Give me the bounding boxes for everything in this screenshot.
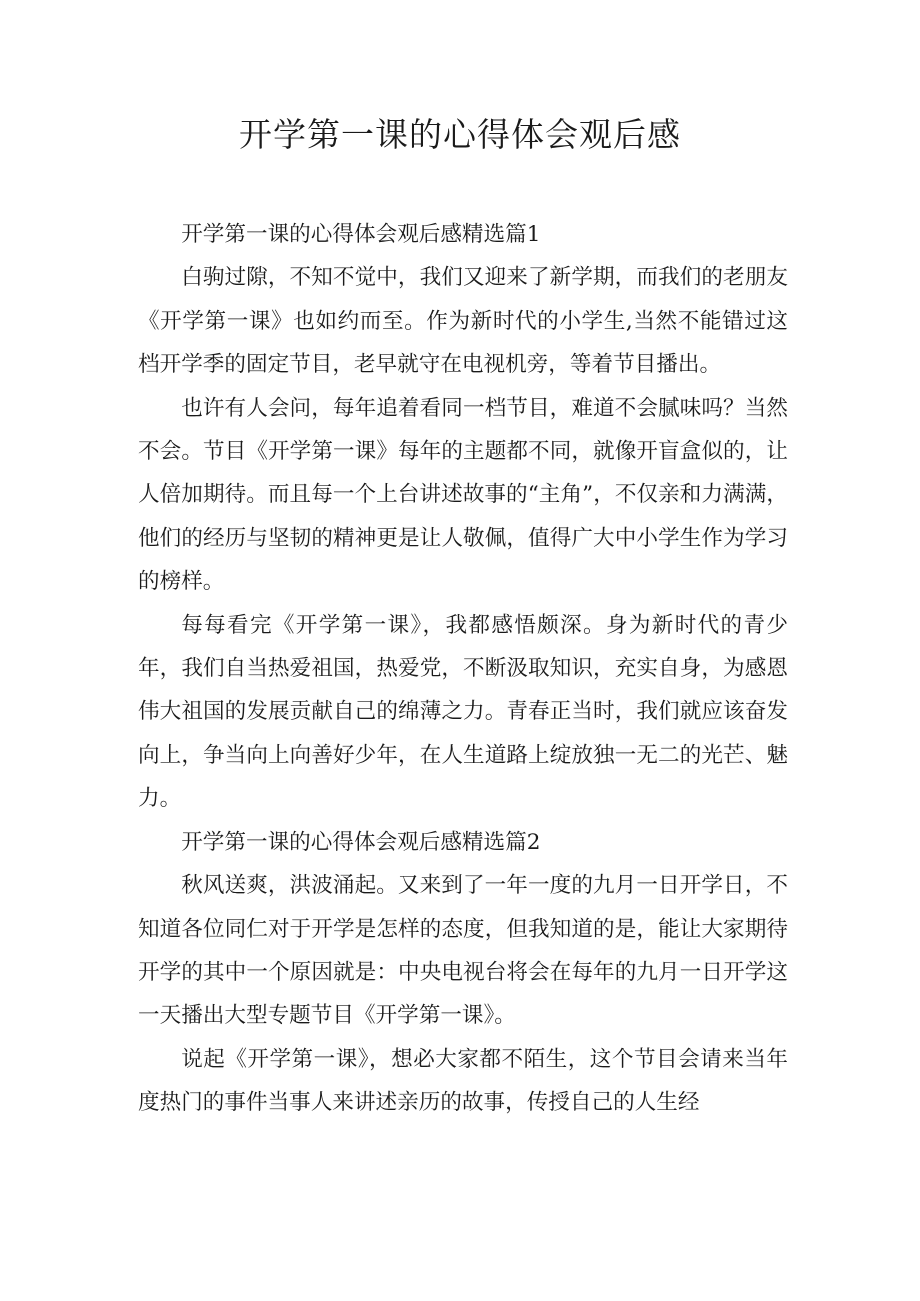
paragraph: 每每看完《开学第一课》，我都感悟颇深。身为新时代的青少年，我们自当热爱祖国，热爱党，不断汲取知识，充实自身，为感恩伟大祖国的发展贡献自己的绵薄之力。青春正当时，我们就应该奋发向上，争当向上向善好少年，在人生道路上绽放独一无二的光芒、魅力。 xyxy=(138,612,788,812)
document-title: 开学第一课的心得体会观后感 xyxy=(239,115,681,154)
paragraph: 秋风送爽，洪波涌起。又来到了一年一度的九月一日开学日，不知道各位同仁对于开学是怎样的态度，但我知道的是，能让大家期待开学的其中一个原因就是：中央电视台将会在每年的九月一日开学这一天播出大型专题节目《开学第一课》。 xyxy=(138,873,788,1029)
paragraph: 白驹过隙，不知不觉中，我们又迎来了新学期，而我们的老朋友《开学第一课》也如约而至。作为新时代的小学生,当然不能错过这档开学季的固定节目，老早就守在电视机旁，等着节目播出。 xyxy=(138,265,788,378)
paragraph: 也许有人会问，每年追着看同一档节目，难道不会腻味吗？当然不会。节目《开学第一课》每年的主题都不同，就像开盲盒似的，让人倍加期待。而且每一个上台讲述故事的“主角”，不仅亲和力满满，他们的经历与坚韧的精神更是让人敬佩，值得广大中小学生作为学习的榜样。 xyxy=(138,395,788,595)
paragraph: 说起《开学第一课》，想必大家都不陌生，这个节目会请来当年度热门的事件当事人来讲述亲历的故事，传授自己的人生经 xyxy=(138,1046,788,1116)
section-heading-1: 开学第一课的心得体会观后感精选篇1 xyxy=(181,222,541,247)
document-body xyxy=(138,213,788,1125)
section-heading-2: 开学第一课的心得体会观后感精选篇2 xyxy=(181,829,541,855)
